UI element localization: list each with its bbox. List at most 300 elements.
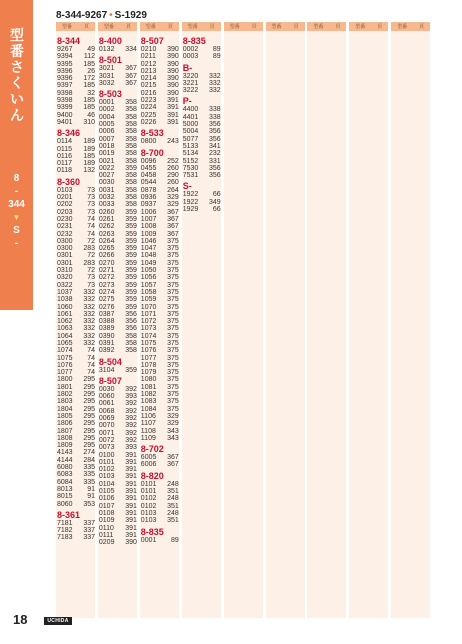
page-ref: 358	[125, 332, 137, 340]
page-ref: 74	[87, 369, 95, 377]
model-number: 0005	[98, 121, 115, 129]
index-row	[141, 201, 179, 208]
index-row	[183, 114, 221, 121]
index-row	[57, 119, 95, 126]
model-number: 1056	[140, 274, 157, 282]
page-ref: 74	[87, 230, 95, 238]
index-row	[99, 459, 137, 466]
index-row	[99, 437, 137, 444]
model-number: 9400	[57, 111, 73, 119]
model-number: 0071	[98, 429, 115, 437]
index-row	[141, 68, 179, 75]
model-number: 0263	[98, 230, 115, 238]
model-number: 1058	[140, 288, 157, 296]
column-header-model: 型番	[355, 24, 366, 30]
index-row	[141, 46, 179, 53]
index-row	[99, 473, 137, 480]
index-row	[141, 252, 179, 259]
column-header	[140, 22, 179, 31]
page-ref: 329	[167, 201, 179, 209]
page-ref: 390	[125, 539, 137, 547]
page-ref: 74	[87, 354, 95, 362]
page-ref: 359	[125, 259, 137, 267]
model-number: 0800	[140, 138, 157, 146]
page-ref: 74	[87, 347, 95, 355]
page-ref: 332	[83, 325, 95, 333]
page-ref: 332	[209, 87, 221, 95]
model-number: 0301	[57, 259, 73, 267]
page-ref: 390	[167, 82, 179, 90]
page-ref: 356	[125, 310, 137, 318]
model-number: 0115	[57, 145, 73, 153]
page-ref: 358	[125, 150, 137, 158]
model-number: 7530	[182, 164, 199, 172]
page-ref: 248	[167, 495, 179, 503]
index-row	[57, 231, 95, 238]
group-heading: 8-360	[57, 176, 81, 187]
model-number: 9398	[57, 89, 73, 97]
index-row	[141, 454, 179, 461]
model-number: 1057	[140, 281, 157, 289]
group-heading: 8-835	[140, 526, 164, 537]
model-number: 1075	[57, 354, 73, 362]
page-ref: 358	[125, 157, 137, 165]
model-number: 0273	[98, 281, 115, 289]
index-row	[141, 238, 179, 245]
page-ref: 359	[125, 215, 137, 223]
index-row	[141, 333, 179, 340]
page-ref: 358	[125, 194, 137, 202]
model-number: 0544	[140, 179, 157, 187]
page-ref: 391	[125, 473, 137, 481]
page-ref: 359	[125, 296, 137, 304]
model-number: 1006	[140, 208, 157, 216]
index-row	[141, 179, 179, 186]
model-number: 0390	[98, 332, 115, 340]
model-number: 0069	[98, 415, 115, 423]
index-row	[57, 391, 95, 398]
model-number: 9395	[57, 60, 73, 68]
model-number: 1062	[57, 318, 73, 326]
index-row	[57, 267, 95, 274]
model-number: 0001	[140, 536, 157, 544]
model-number: 0262	[98, 223, 115, 231]
column-header-model: 型番	[271, 24, 282, 30]
index-row	[99, 223, 137, 230]
index-row	[141, 97, 179, 104]
model-number: 1077	[57, 369, 73, 377]
model-number: 0104	[98, 480, 115, 488]
column-header-page: 頁	[167, 24, 173, 30]
model-number: 3220	[182, 72, 199, 80]
model-number: 0001	[98, 99, 115, 107]
page-ref: 356	[209, 121, 221, 129]
column-entries	[183, 34, 221, 213]
index-column	[349, 22, 388, 618]
column-entries	[57, 34, 95, 542]
index-row	[141, 340, 179, 347]
range-part: 8	[13, 173, 20, 184]
model-number: 1922	[182, 198, 199, 206]
index-row	[99, 172, 137, 179]
index-row	[141, 231, 179, 238]
model-number: 0110	[98, 524, 114, 532]
model-number: 0310	[57, 267, 73, 275]
model-number: 0101	[140, 488, 157, 496]
index-row	[57, 167, 95, 174]
index-row	[99, 99, 137, 106]
page-ref: 349	[209, 198, 221, 206]
index-row	[57, 90, 95, 97]
page-ref: 337	[83, 519, 95, 527]
index-row	[57, 245, 95, 252]
model-number: 0455	[140, 164, 157, 172]
page-ref: 185	[83, 104, 95, 112]
page-ref: 356	[209, 135, 221, 143]
index-row	[57, 398, 95, 405]
model-number: 0232	[57, 230, 73, 238]
page-ref: 358	[125, 113, 137, 121]
index-column	[307, 22, 346, 618]
page-ref: 332	[83, 318, 95, 326]
index-row	[99, 430, 137, 437]
model-number: 0103	[140, 517, 157, 525]
page-ref: 73	[87, 186, 95, 194]
model-number: 0209	[98, 539, 115, 547]
page-ref: 358	[125, 201, 137, 209]
model-number: 1081	[140, 383, 157, 391]
page-ref: 72	[87, 252, 95, 260]
index-row	[141, 376, 179, 383]
page-ref: 375	[167, 376, 179, 384]
model-number: 1008	[140, 223, 157, 231]
index-row	[57, 355, 95, 362]
model-number: 0102	[140, 495, 157, 503]
index-row	[99, 495, 137, 502]
model-number: 0002	[182, 46, 199, 53]
model-number: 1801	[57, 383, 73, 391]
page-ref: 351	[167, 502, 179, 510]
index-row	[141, 172, 179, 179]
index-row	[57, 260, 95, 267]
page-ref: 332	[83, 296, 95, 304]
model-number: 1061	[57, 310, 73, 318]
page-ref: 185	[83, 152, 95, 160]
range-part: -	[14, 186, 19, 197]
model-number: 1107	[140, 420, 156, 428]
index-row	[99, 216, 137, 223]
model-number: 1076	[57, 361, 73, 369]
brand-logo: UCHIDA	[44, 617, 72, 625]
index-row	[57, 46, 95, 53]
column-header	[182, 22, 221, 31]
model-number: 1075	[140, 339, 157, 347]
page-ref: 329	[167, 194, 179, 202]
index-row	[141, 75, 179, 82]
model-number: 0007	[98, 135, 115, 143]
page-ref: 89	[171, 536, 179, 544]
page-ref: 391	[125, 502, 137, 510]
range-part: S	[13, 225, 20, 236]
page-ref: 375	[167, 398, 179, 406]
page-ref: 375	[167, 303, 179, 311]
index-row	[141, 282, 179, 289]
index-row	[99, 187, 137, 194]
page-ref: 335	[83, 478, 95, 486]
index-row	[57, 223, 95, 230]
index-row	[141, 209, 179, 216]
model-number: 3032	[98, 79, 115, 87]
index-row	[99, 400, 137, 407]
index-row	[57, 53, 95, 60]
index-column	[224, 22, 263, 618]
index-row	[99, 150, 137, 157]
model-number: 0272	[98, 274, 115, 282]
page-ref: 375	[167, 347, 179, 355]
model-number: 1077	[140, 354, 157, 362]
index-row	[99, 245, 137, 252]
page-ref: 337	[83, 534, 95, 542]
model-number: 3031	[98, 72, 115, 80]
index-row	[141, 158, 179, 165]
model-number: 1929	[182, 206, 199, 214]
index-row	[57, 325, 95, 332]
model-number: 1007	[140, 215, 157, 223]
index-row	[99, 209, 137, 216]
group-heading: 8-700	[140, 147, 164, 158]
page-ref: 375	[167, 274, 179, 282]
index-row	[57, 274, 95, 281]
index-row	[183, 73, 221, 80]
group-heading: 8-507	[98, 375, 122, 386]
index-row	[57, 340, 95, 347]
page-number: 18	[13, 612, 28, 627]
index-row	[99, 466, 137, 473]
page-ref: 356	[209, 164, 221, 172]
model-number: 1074	[57, 347, 73, 355]
page-ref: 391	[167, 118, 179, 126]
model-number: 0392	[98, 347, 115, 355]
page-ref: 260	[167, 164, 179, 172]
index-row	[141, 274, 179, 281]
model-number: 4401	[182, 113, 199, 121]
index-row	[141, 194, 179, 201]
page-ref: 358	[125, 186, 137, 194]
page-ref: 391	[125, 458, 137, 466]
model-number: 0270	[98, 259, 115, 267]
index-row	[57, 479, 95, 486]
page-ref: 375	[167, 405, 179, 413]
index-row	[141, 267, 179, 274]
down-triangle-icon: ▼	[12, 213, 21, 222]
model-number: 0201	[57, 194, 73, 202]
page-ref: 172	[83, 75, 95, 83]
page-ref: 332	[209, 72, 221, 80]
index-row	[99, 231, 137, 238]
page-ref: 329	[167, 412, 179, 420]
model-number: 4144	[57, 456, 73, 464]
index-row	[99, 106, 137, 113]
model-number: 0003	[182, 53, 199, 61]
column-header-page: 頁	[209, 24, 215, 30]
page-ref: 26	[87, 67, 95, 75]
separator-dot-icon: •	[109, 10, 113, 21]
index-row	[183, 87, 221, 94]
model-number: 1076	[140, 347, 157, 355]
index-row	[57, 311, 95, 318]
page-ref: 359	[125, 274, 137, 282]
group-heading: 8-501	[98, 55, 122, 66]
index-row	[141, 435, 179, 442]
model-number: 5077	[182, 135, 199, 143]
model-number: 0022	[98, 164, 115, 172]
model-number: 1071	[140, 310, 157, 318]
index-row	[141, 112, 179, 119]
index-row	[99, 179, 137, 186]
page-ref: 73	[87, 281, 95, 289]
index-row	[99, 517, 137, 524]
index-row	[99, 260, 137, 267]
model-number: 1038	[57, 296, 73, 304]
index-row	[141, 488, 179, 495]
model-number: 0116	[57, 152, 73, 160]
page-ref: 393	[125, 444, 137, 452]
page-ref: 391	[125, 488, 137, 496]
model-number: 0101	[98, 458, 115, 466]
index-row	[141, 413, 179, 420]
group-heading: 8-504	[98, 356, 122, 367]
index-row	[99, 121, 137, 128]
page-ref: 391	[125, 480, 137, 488]
page-ref: 189	[83, 138, 95, 146]
model-number: 9397	[57, 82, 73, 90]
model-number: 0216	[140, 89, 157, 97]
page-ref: 290	[167, 172, 179, 180]
page-ref: 66	[212, 206, 221, 214]
index-row	[141, 461, 179, 468]
page-ref: 390	[167, 75, 179, 83]
column-header-page: 頁	[251, 24, 257, 30]
model-number: 9399	[57, 104, 73, 112]
index-row	[99, 415, 137, 422]
index-row	[99, 481, 137, 488]
index-row	[183, 121, 221, 128]
index-row	[141, 289, 179, 296]
page-ref: 358	[125, 106, 137, 114]
column-header-model: 型番	[187, 24, 198, 30]
index-row	[99, 340, 137, 347]
index-row	[57, 464, 95, 471]
page-ref: 332	[83, 288, 95, 296]
range-part: -	[14, 238, 19, 249]
index-row	[183, 136, 221, 143]
model-number: 6005	[140, 454, 157, 462]
model-number: 0105	[98, 488, 115, 496]
model-number: 1073	[140, 325, 157, 333]
index-row	[141, 384, 179, 391]
page-ref: 367	[167, 215, 179, 223]
model-number: 0103	[57, 186, 73, 194]
page-ref: 66	[212, 191, 221, 199]
page-ref: 73	[87, 201, 95, 209]
page-ref: 359	[125, 208, 137, 216]
index-tab	[0, 0, 33, 310]
page-ref: 274	[83, 449, 95, 457]
index-row	[57, 333, 95, 340]
page-ref: 375	[167, 245, 179, 253]
model-number: 1108	[140, 427, 156, 435]
model-number: 0101	[140, 480, 157, 488]
model-number: 0018	[98, 142, 115, 150]
group-heading: 8-507	[140, 36, 164, 46]
page-ref: 359	[125, 223, 137, 231]
model-number: 0274	[98, 288, 115, 296]
page-ref: 367	[125, 65, 137, 73]
model-number: 1079	[140, 369, 157, 377]
model-number: 0210	[140, 46, 157, 53]
model-number: 0068	[98, 407, 115, 415]
index-row	[141, 304, 179, 311]
model-number: 0301	[57, 252, 73, 260]
model-number: 1808	[57, 434, 73, 442]
page-ref: 295	[83, 376, 95, 384]
index-row	[57, 194, 95, 201]
page-ref: 391	[125, 509, 137, 517]
index-row	[57, 82, 95, 89]
model-number: 0031	[98, 186, 115, 194]
page-ref: 359	[125, 164, 137, 172]
index-row	[57, 187, 95, 194]
page-ref: 367	[167, 223, 179, 231]
page-ref: 392	[125, 400, 137, 408]
page-ref: 338	[209, 106, 221, 114]
index-table	[56, 22, 433, 618]
page-ref: 260	[167, 179, 179, 187]
model-number: 1802	[57, 391, 73, 399]
index-row	[99, 201, 137, 208]
group-heading: 8-533	[140, 128, 164, 139]
index-row	[57, 146, 95, 153]
model-number: 1050	[140, 267, 157, 275]
index-row	[141, 318, 179, 325]
column-entries	[141, 34, 179, 544]
page-ref: 351	[167, 488, 179, 496]
index-row	[99, 367, 137, 374]
model-number: 0102	[140, 502, 157, 510]
index-row	[183, 158, 221, 165]
model-number: 1074	[140, 332, 157, 340]
index-row	[141, 510, 179, 517]
page-ref: 295	[83, 434, 95, 442]
index-row	[57, 457, 95, 464]
page-ref: 332	[83, 303, 95, 311]
group-heading: P-	[182, 96, 192, 107]
model-number: 5004	[182, 128, 199, 136]
index-column	[391, 22, 430, 618]
page-ref: 375	[167, 354, 179, 362]
model-number: 1809	[57, 442, 73, 450]
model-number: 0276	[98, 303, 115, 311]
index-row	[183, 128, 221, 135]
model-number: 0103	[98, 473, 115, 481]
page-ref: 375	[167, 237, 179, 245]
header-range-start: 8-344-9267	[56, 10, 108, 21]
page-ref: 367	[167, 461, 179, 469]
index-row	[99, 165, 137, 172]
page-ref: 331	[209, 157, 221, 165]
index-row	[57, 442, 95, 449]
page-ref: 283	[83, 245, 95, 253]
